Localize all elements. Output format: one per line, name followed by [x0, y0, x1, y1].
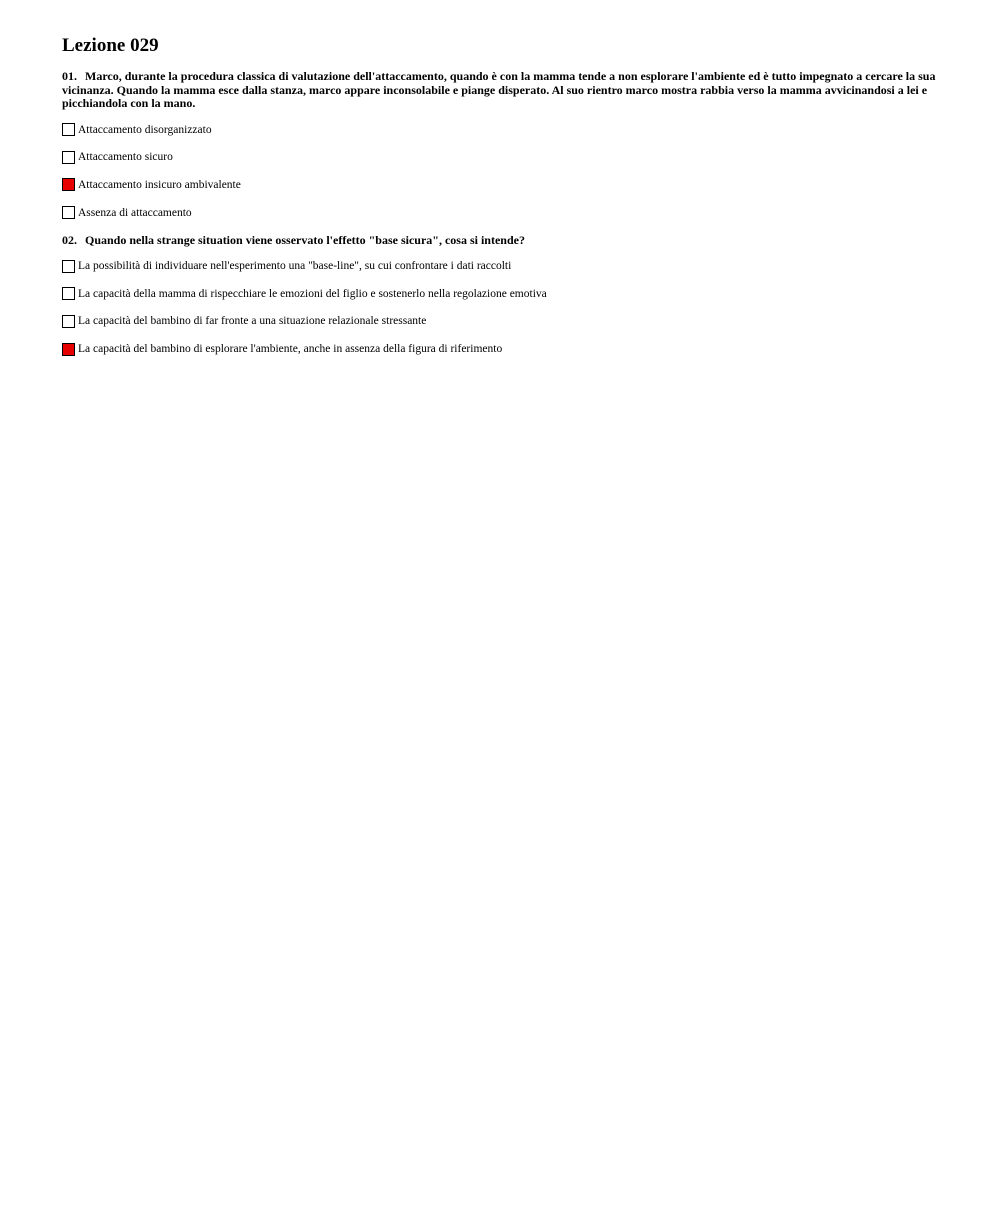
answer-checkbox[interactable] [62, 260, 75, 273]
answer-option[interactable] [62, 258, 942, 274]
answer-option[interactable] [62, 149, 942, 165]
question-text [62, 234, 942, 248]
answer-checkbox[interactable] [62, 178, 75, 191]
answer-checkbox[interactable] [62, 151, 75, 164]
answer-checkbox[interactable] [62, 287, 75, 300]
quiz-page [62, 34, 942, 369]
answer-option[interactable] [62, 313, 942, 329]
answer-options [62, 122, 942, 221]
answer-option[interactable] [62, 286, 942, 302]
question-body: Quando nella strange situation viene osservato l'effetto "base sicura", cosa si intende? [85, 232, 525, 247]
question-number: 01. [62, 69, 77, 83]
answer-option[interactable] [62, 341, 942, 357]
answer-option[interactable] [62, 122, 942, 138]
lesson-title: Lezione 029 [62, 35, 159, 56]
answer-checkbox[interactable] [62, 123, 75, 136]
answer-label: Attaccamento sicuro [78, 151, 173, 164]
answer-checkbox[interactable] [62, 315, 75, 328]
answer-checkbox[interactable] [62, 206, 75, 219]
answer-label: La capacità del bambino di far fronte a una situazione relazionale stressante [78, 315, 427, 328]
answer-option[interactable] [62, 205, 942, 221]
question-02 [62, 234, 942, 358]
answer-label: Attaccamento disorganizzato [78, 123, 212, 136]
answer-options [62, 258, 942, 357]
question-text [62, 70, 942, 111]
answer-option[interactable] [62, 177, 942, 193]
answer-label: Attaccamento insicuro ambivalente [78, 178, 241, 191]
answer-checkbox[interactable] [62, 343, 75, 356]
answer-label: La capacità del bambino di esplorare l'ambiente, anche in assenza della figura di riferimento [78, 343, 503, 356]
question-01 [62, 70, 942, 221]
question-number: 02. [62, 232, 77, 247]
answer-label: La capacità della mamma di rispecchiare le emozioni del figlio e sostenerlo nella regolazione emotiva [78, 287, 547, 300]
answer-label: Assenza di attaccamento [78, 206, 192, 219]
answer-label: La possibilità di individuare nell'esperimento una "base-line", su cui confrontare i dati raccolti [78, 260, 512, 273]
question-body: Marco, durante la procedura classica di valutazione dell'attaccamento, quando è con la mamma tende a non esplorare l'ambiente ed è tutto impegnato a cercare la sua vicinanza. Quando la mamma esce dalla stanza, marco appare inconsolabile e piange disperato. Al suo rientro marco mostra rabbia verso la mamma avvicinandosi a lei e picchiandola con la mano. [62, 69, 936, 110]
